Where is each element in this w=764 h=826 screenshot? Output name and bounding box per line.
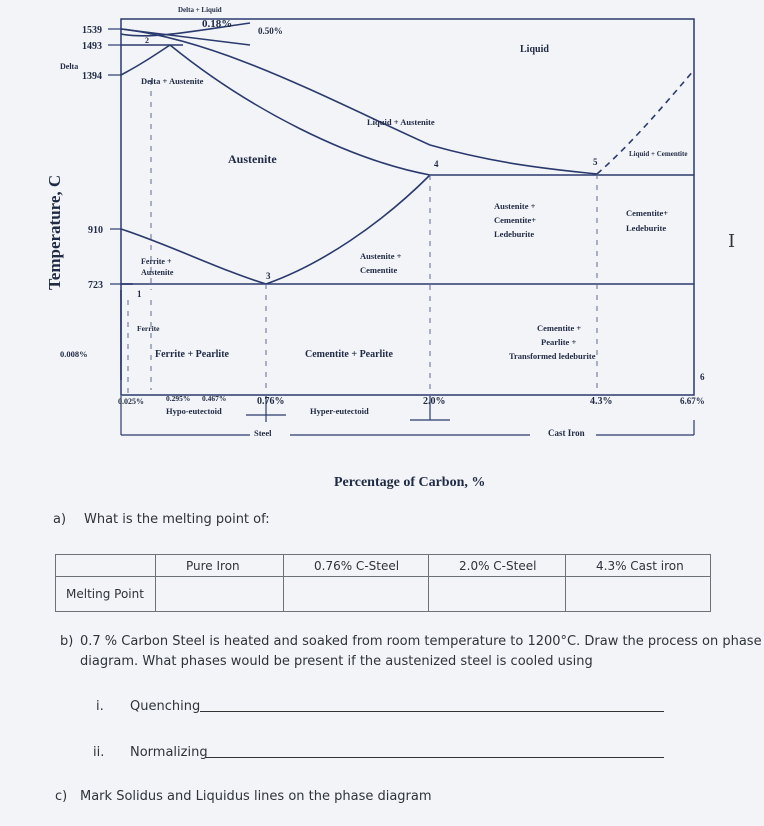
steel-label: Steel	[254, 428, 272, 438]
item-ii-label: Normalizing	[130, 745, 208, 760]
table-header-43-cast-iron: 4.3% Cast iron	[566, 555, 711, 577]
liquid-label: Liquid	[520, 44, 549, 55]
ferrite-label: Ferrite	[137, 324, 160, 333]
table-header-076-steel: 0.76% C-Steel	[284, 555, 429, 577]
aust-cem-led-2: Cementite+	[494, 215, 537, 225]
cast-iron-label: Cast Iron	[548, 428, 585, 438]
point-1: 1	[137, 289, 142, 299]
point-2: 2	[145, 36, 149, 45]
liquid-cementite-label: Liquid + Cementite	[629, 150, 688, 158]
pct-0025-label: 0.025%	[118, 397, 144, 406]
diagram-frame	[121, 19, 694, 395]
table-row	[56, 577, 711, 612]
text-cursor-icon: I	[728, 231, 736, 252]
pct-0295-label: 0.295%	[166, 394, 191, 403]
item-i-number: i.	[96, 699, 104, 714]
ferrite-aust-2: Austenite	[141, 268, 174, 277]
temp-723: 723	[88, 280, 103, 291]
temp-1493: 1493	[82, 41, 102, 52]
answer-cell-pure-iron[interactable]	[156, 577, 284, 612]
cpt-3: Transformed ledeburite	[509, 351, 596, 361]
ferrite-aust-1: Ferrite +	[141, 257, 172, 266]
y-axis-label: Temperature, C	[45, 174, 64, 290]
point-5: 5	[593, 157, 598, 167]
cpt-1: Cementite +	[537, 323, 582, 333]
ferrite-pearlite-label: Ferrite + Pearlite	[155, 349, 229, 360]
delta-label: Delta	[60, 62, 79, 71]
aust-cem-led-1: Austenite +	[494, 201, 536, 211]
question-c-letter: c)	[55, 789, 68, 804]
region-labels	[60, 44, 687, 361]
temp-1539: 1539	[82, 25, 102, 36]
point-4: 4	[434, 159, 439, 169]
pct-0467-label: 0.467%	[202, 394, 227, 403]
cementite-pearlite-label: Cementite + Pearlite	[305, 349, 393, 360]
hypo-eutectoid-label: Hypo-eutectoid	[166, 406, 222, 416]
delta-austenite-lower	[121, 45, 170, 75]
pct-20-label: 2.0%	[423, 396, 446, 407]
acm-line	[266, 175, 430, 284]
point-6: 6	[700, 372, 705, 382]
pct-076-label: 0.76%	[257, 396, 285, 407]
point-3: 3	[266, 271, 271, 281]
aust-cem-2: Cementite	[360, 265, 398, 275]
aust-cem-led-3: Ledeburite	[494, 229, 535, 239]
table-header-empty	[56, 555, 156, 577]
answer-cell-076-steel[interactable]	[284, 577, 429, 612]
table-header-20-steel: 2.0% C-Steel	[429, 555, 566, 577]
temp-1394: 1394	[82, 71, 102, 82]
melting-point-label: Melting Point	[56, 577, 156, 612]
normalizing-answer-line[interactable]	[206, 757, 664, 758]
cpt-2: Pearlite +	[541, 337, 577, 347]
phase-lines	[121, 23, 694, 380]
austenite-label: Austenite	[228, 152, 277, 166]
aust-cem-1: Austenite +	[360, 251, 402, 261]
question-c-text: Mark Solidus and Liquidus lines on the phase diagram	[80, 789, 432, 804]
quenching-answer-line[interactable]	[200, 711, 664, 712]
solidus-line	[170, 45, 430, 175]
question-b-line-2: diagram. What phases would be present if the austenized steel is cooled using	[80, 654, 593, 669]
melting-point-table	[55, 554, 711, 612]
pct-43-label: 4.3%	[590, 396, 613, 407]
delta-austenite-label: Delta + Austenite	[141, 76, 204, 86]
hyper-eutectoid-label: Hyper-eutectoid	[310, 406, 369, 416]
question-a-letter: a)	[53, 512, 67, 527]
item-ii-number: ii.	[93, 745, 105, 760]
table-header-row	[56, 555, 711, 577]
question-a-text: What is the melting point of:	[84, 512, 270, 527]
pct-018-label: 0.18%	[202, 18, 233, 30]
table-header-pure-iron: Pure Iron	[156, 555, 284, 577]
item-i-label: Quenching	[130, 699, 201, 714]
cementite-liquidus	[597, 70, 694, 174]
x-axis-label: Percentage of Carbon, %	[334, 475, 486, 490]
question-b-letter: b)	[60, 634, 74, 649]
pct-0008-label: 0.008%	[60, 349, 88, 359]
question-b-line-1: 0.7 % Carbon Steel is heated and soaked from room temperature to 1200°C. Draw the process on phase	[80, 634, 762, 649]
delta-liquid-label: Delta + Liquid	[178, 6, 222, 14]
phase-points	[137, 36, 705, 382]
pct-667-label: 6.67%	[680, 396, 705, 406]
temperature-labels	[60, 25, 103, 291]
answer-cell-20-steel[interactable]	[429, 577, 566, 612]
cem-led-2: Ledeburite	[626, 223, 667, 233]
liquid-austenite-label: Liquid + Austenite	[367, 117, 435, 127]
cem-led-1: Cementite+	[626, 208, 669, 218]
composition-labels	[118, 394, 705, 438]
temp-910: 910	[88, 225, 103, 236]
temperature-ticks	[108, 29, 121, 284]
answer-cell-43-cast-iron[interactable]	[566, 577, 711, 612]
pct-050-label: 0.50%	[258, 26, 283, 36]
